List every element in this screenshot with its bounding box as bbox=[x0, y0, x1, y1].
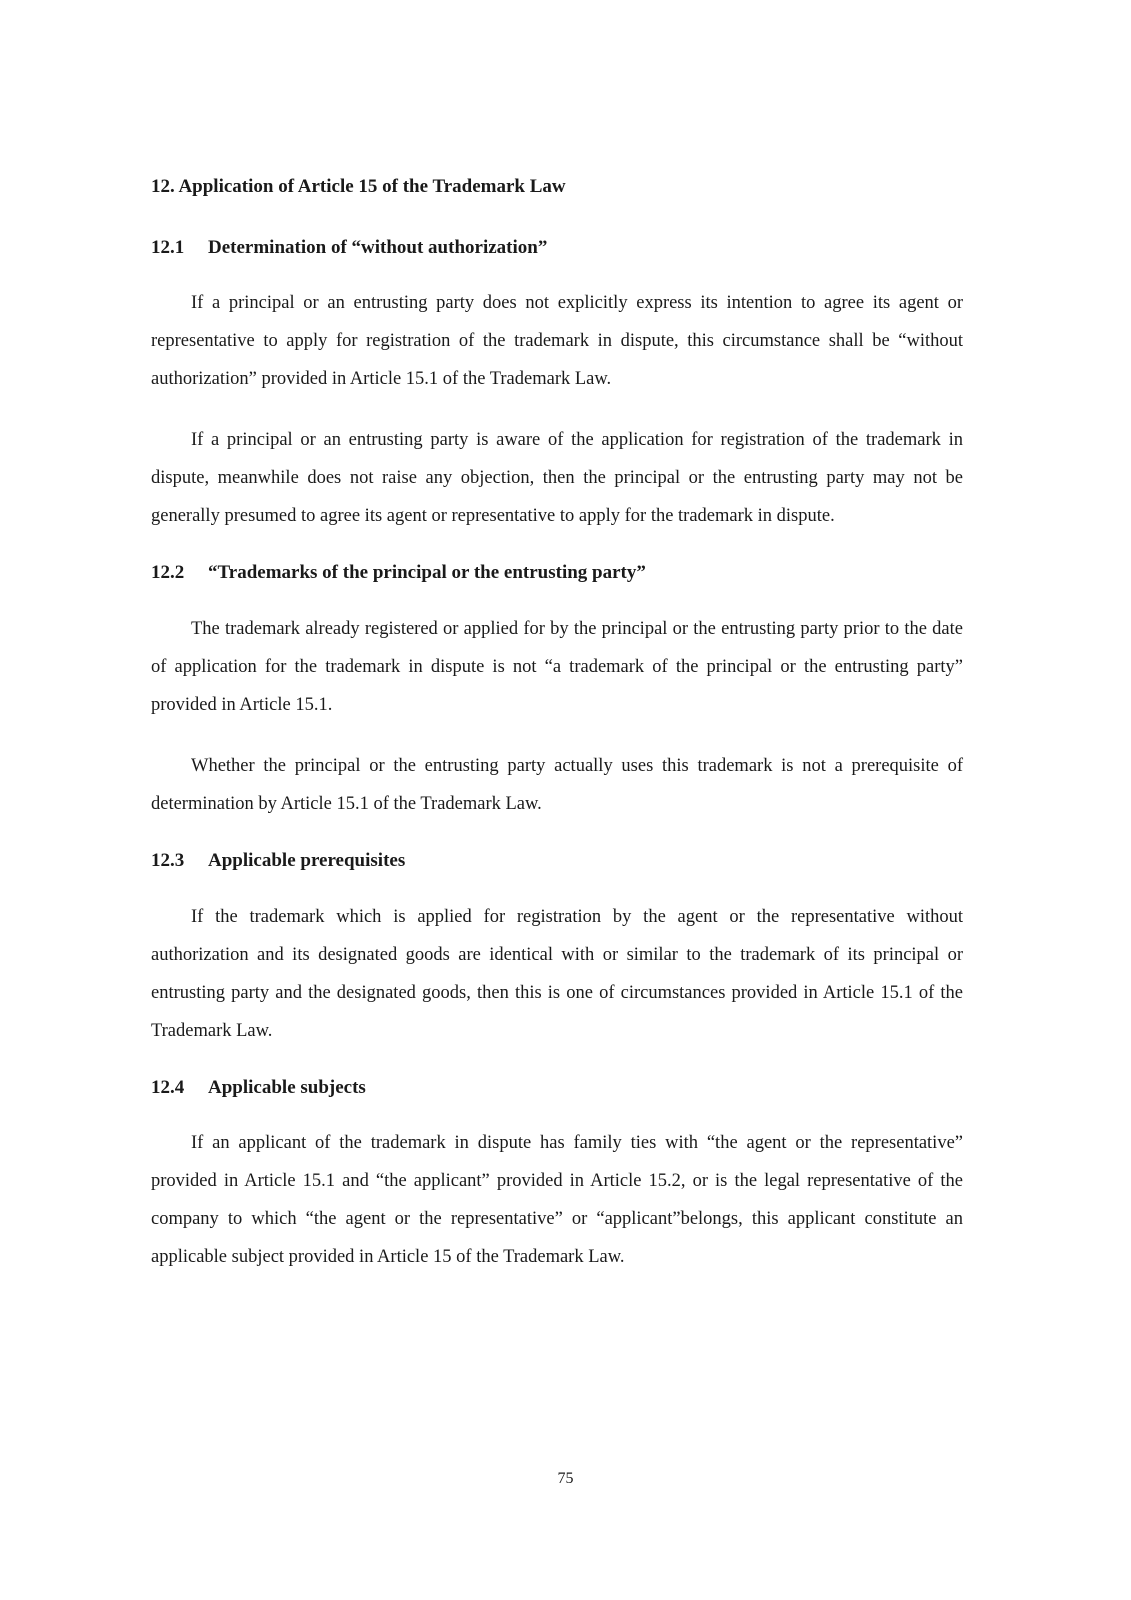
document-page bbox=[151, 175, 963, 1302]
paragraph: Whether the principal or the entrusting party actually uses this trademark is not a prerequisite of determination by Article 15.1 of the Trademark Law. bbox=[151, 756, 963, 815]
subsection-title: “Trademarks of the principal or the entrusting party” bbox=[208, 562, 646, 584]
subsection-title: Applicable subjects bbox=[208, 1076, 366, 1098]
subsection-number: 12.4 bbox=[151, 1076, 185, 1098]
subsection-heading bbox=[151, 236, 963, 261]
paragraph: If a principal or an entrusting party does not explicitly express its intention to agree its agent or representative to apply for registration of the trademark in dispute, this circumstance shall be “without authorization” provided in Article 15.1 of the Trademark Law. bbox=[151, 293, 963, 390]
paragraph: If the trademark which is applied for registration by the agent or the representative without authorization and its designated goods are identical with or similar to the trademark of its principal or entrusting party and the designated goods, then this is one of circumstances provided in Article 15.1 of the Trademark Law. bbox=[151, 906, 963, 1041]
subsection-heading bbox=[151, 1076, 963, 1101]
subsection-12-3 bbox=[151, 849, 963, 1050]
page-number: 75 bbox=[557, 1470, 574, 1487]
subsection-number: 12.3 bbox=[151, 850, 185, 872]
paragraph: If a principal or an entrusting party is aware of the application for registration of the trademark in dispute, meanwhile does not raise any objection, then the principal or the entrusting party may not be generally presumed to agree its agent or representative to apply for the trademark in dispute. bbox=[151, 430, 963, 527]
subsection-heading bbox=[151, 561, 963, 586]
section-title: 12. Application of Article 15 of the Trademark Law bbox=[151, 176, 566, 197]
paragraph: The trademark already registered or applied for by the principal or the entrusting party prior to the date of application for the trademark in dispute is not “a trademark of the principal or the entrusting party” provided in Article 15.1. bbox=[151, 619, 963, 716]
subsection-12-4 bbox=[151, 1076, 963, 1277]
subsection-12-2 bbox=[151, 561, 963, 823]
paragraph: If an applicant of the trademark in dispute has family ties with “the agent or the representative” provided in Article 15.1 and “the applicant” provided in Article 15.2, or is the legal representative of the company to which “the agent or the representative” or “applicant”belongs, this applicant constitute an applicable subject provided in Article 15 of the Trademark Law. bbox=[151, 1133, 963, 1268]
subsection-title: Determination of “without authorization” bbox=[208, 236, 548, 258]
subsection-heading bbox=[151, 849, 963, 874]
subsection-number: 12.1 bbox=[151, 236, 185, 258]
subsection-12-1 bbox=[151, 236, 963, 536]
subsection-title: Applicable prerequisites bbox=[208, 850, 406, 872]
subsection-number: 12.2 bbox=[151, 562, 185, 584]
